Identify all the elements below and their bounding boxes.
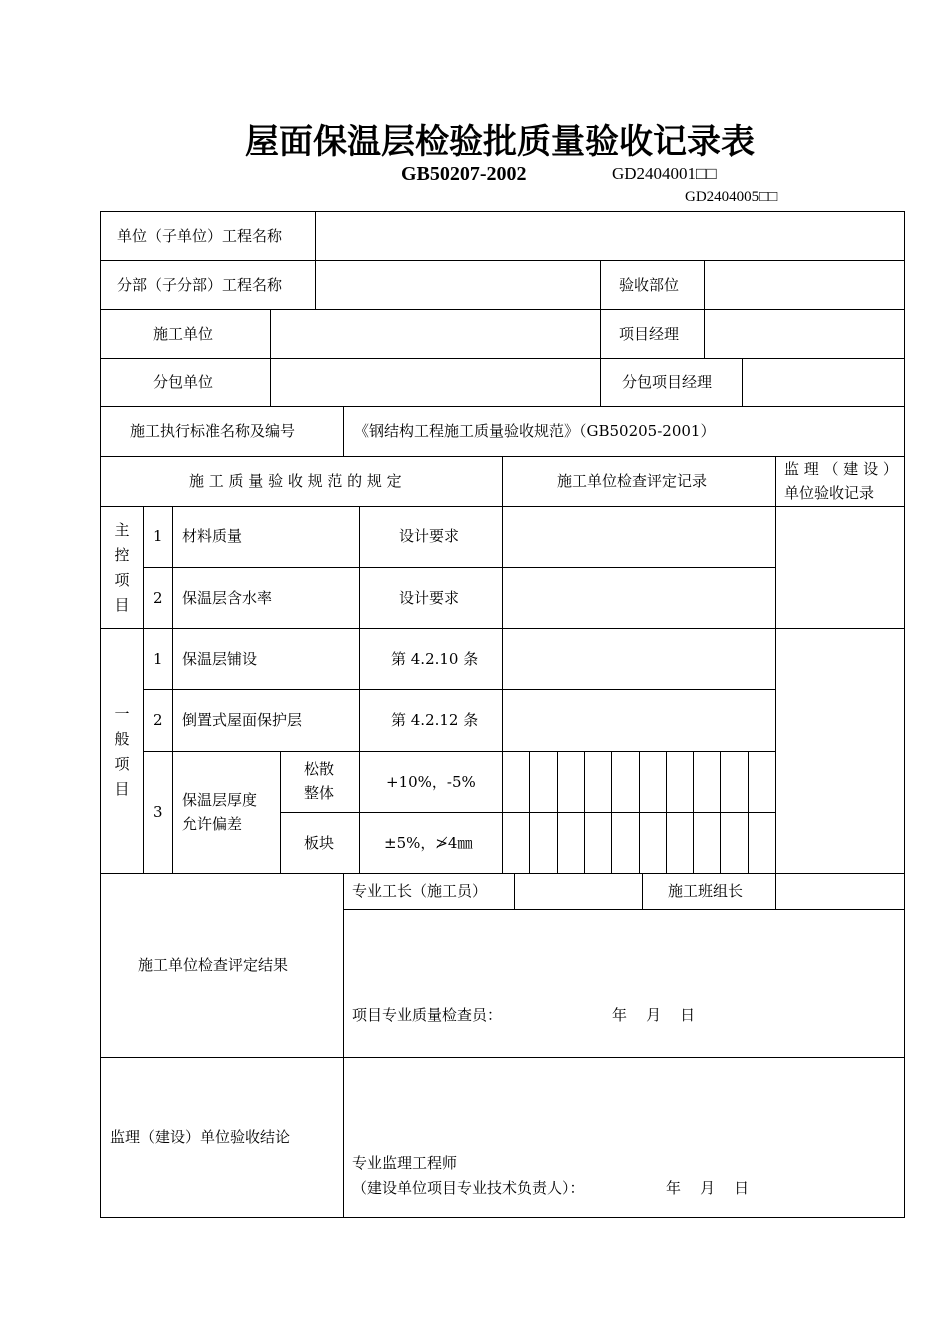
item-requirement: 设计要求 bbox=[399, 589, 460, 607]
item-number: 1 bbox=[153, 650, 163, 668]
item-number: 2 bbox=[153, 589, 163, 607]
owner-label: （建设单位项目专业技术负责人）： bbox=[352, 1179, 585, 1197]
sub-item-label: 整体 bbox=[304, 784, 335, 802]
item-name: 材料质量 bbox=[182, 527, 243, 545]
sub-project-manager-label: 分包项目经理 bbox=[622, 373, 713, 391]
item-name: 保温层厚度 bbox=[182, 791, 258, 809]
form-code-2: GD2404005□□ bbox=[685, 189, 778, 205]
main-control-label: 主控项目 bbox=[114, 521, 130, 614]
general-label: 一般项目 bbox=[114, 705, 130, 798]
contractor-label: 施工单位 bbox=[153, 325, 214, 343]
item-requirement: 第 4.2.12 条 bbox=[391, 711, 479, 729]
standard-value: 《钢结构工程施工质量验收规范》（GB50205-2001） bbox=[354, 422, 716, 440]
tolerance-value: +10%，-5% bbox=[386, 773, 476, 791]
form-title: 屋面保温层检验批质量验收记录表 bbox=[245, 122, 755, 162]
engineer-label: 专业监理工程师 bbox=[352, 1154, 458, 1172]
team-leader-label: 施工班组长 bbox=[668, 882, 744, 900]
item-name: 保温层铺设 bbox=[182, 650, 258, 668]
sub-item-label: 松散 bbox=[304, 760, 335, 778]
contractor-record-header: 施工单位检查评定记录 bbox=[557, 472, 708, 490]
standard-code: GB50207-2002 bbox=[401, 163, 527, 185]
conclusion-label: 监理（建设）单位验收结论 bbox=[110, 1128, 291, 1146]
item-requirement: 第 4.2.10 条 bbox=[391, 650, 479, 668]
standard-label: 施工执行标准名称及编号 bbox=[130, 422, 296, 440]
supervision-header-2: 单位验收记录 bbox=[784, 484, 875, 502]
result-label: 施工单位检查评定结果 bbox=[138, 956, 289, 974]
item-requirement: 设计要求 bbox=[399, 527, 460, 545]
item-name: 允许偏差 bbox=[182, 815, 243, 833]
result-date: 年 月 日 bbox=[612, 1006, 696, 1024]
sub-project-label: 分部（子分部）工程名称 bbox=[117, 276, 283, 294]
unit-name-label: 单位（子单位）工程名称 bbox=[117, 227, 283, 245]
sub-item-label: 板块 bbox=[304, 834, 335, 852]
item-number: 1 bbox=[153, 527, 163, 545]
item-name: 倒置式屋面保护层 bbox=[182, 711, 303, 729]
item-name: 保温层含水率 bbox=[182, 589, 273, 607]
conclusion-date: 年 月 日 bbox=[666, 1179, 750, 1197]
foreman-label: 专业工长（施工员） bbox=[352, 882, 488, 900]
spec-header: 施 工 质 量 验 收 规 范 的 规 定 bbox=[189, 472, 402, 490]
tolerance-value: ±5%，≯4㎜ bbox=[384, 834, 473, 852]
item-number: 3 bbox=[153, 803, 163, 821]
subcontractor-label: 分包单位 bbox=[153, 373, 214, 391]
supervision-header-1: 监 理 （ 建 设 ） bbox=[784, 460, 898, 478]
acceptance-part-label: 验收部位 bbox=[619, 276, 680, 294]
project-manager-label: 项目经理 bbox=[619, 325, 680, 343]
inspector-label: 项目专业质量检查员： bbox=[352, 1006, 503, 1024]
item-number: 2 bbox=[153, 711, 163, 729]
form-code-1: GD2404001□□ bbox=[612, 164, 717, 183]
